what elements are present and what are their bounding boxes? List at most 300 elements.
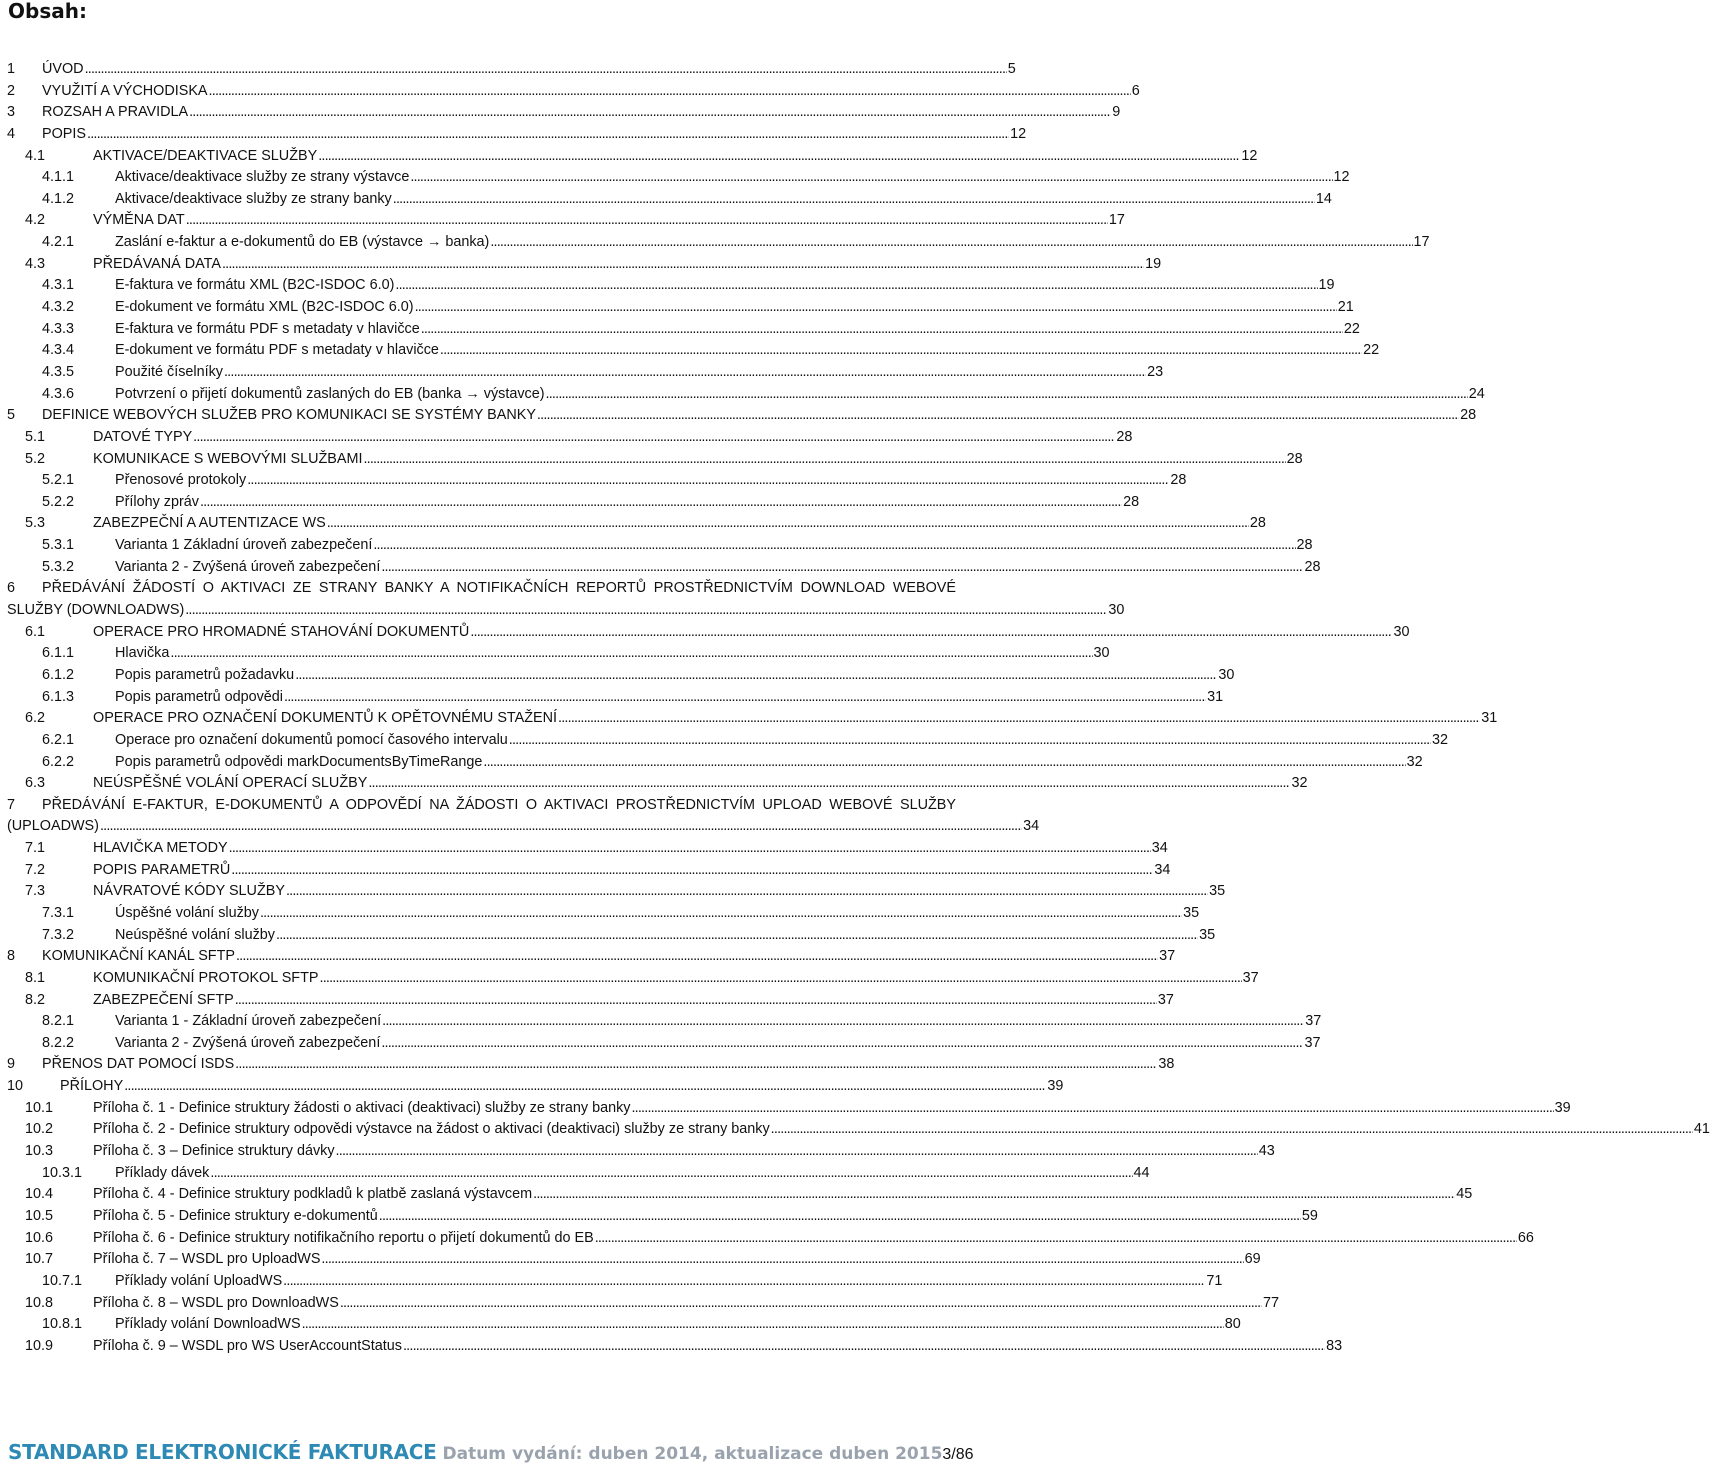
toc-entry-number: 4.3.2 — [42, 299, 75, 316]
toc-entry[interactable] — [7, 319, 1360, 341]
toc-entry-title: VYUŽITÍ A VÝCHODISKA — [42, 82, 208, 99]
toc-entry-title: Varianta 2 - Zvýšená úroveň zabezpečení — [115, 1034, 381, 1051]
dot-leader — [421, 319, 1343, 341]
toc-entry-number: 10.2 — [25, 1121, 54, 1138]
toc-entry-page: 80 — [1224, 1316, 1241, 1333]
toc-heading: Obsah: — [8, 0, 87, 23]
toc-entry-page: 21 — [1337, 299, 1354, 316]
toc-entry-title: E-faktura ve formátu XML (B2C-ISDOC 6.0) — [115, 277, 395, 294]
toc-entry[interactable] — [7, 297, 1354, 319]
dot-leader — [229, 838, 1151, 860]
toc-entry[interactable] — [7, 990, 1174, 1012]
toc-entry-page: 34 — [1151, 840, 1168, 857]
toc-entry-number: 6 — [7, 580, 16, 597]
dot-leader — [393, 189, 1315, 211]
toc-entry[interactable] — [7, 903, 1200, 925]
toc-entry-number: 5.2.1 — [42, 472, 75, 489]
dot-leader — [395, 275, 1317, 297]
toc-entry-page: 44 — [1133, 1164, 1150, 1181]
toc-entry[interactable] — [7, 254, 1162, 276]
toc-entry-title: Hlavička — [115, 645, 170, 662]
toc-entry-title: Potvrzení o přijetí dokumentů zaslaných do EB (banka → výstavce) — [115, 385, 545, 402]
toc-entry-page: 28 — [1170, 472, 1187, 489]
toc-entry[interactable] — [7, 210, 1125, 232]
toc-entry-number: 4.2.1 — [42, 234, 75, 251]
toc-entry-title: ZABEZPEČENÍ SFTP — [93, 991, 234, 1008]
dot-leader — [410, 167, 1332, 189]
toc-entry-number: 8.2.1 — [42, 1013, 75, 1030]
toc-entry[interactable] — [7, 102, 1121, 124]
toc-entry-number: 10.7.1 — [42, 1272, 83, 1289]
toc-entry-number: 10.8 — [25, 1294, 54, 1311]
toc-entry-title: KOMUNIKAČNÍ KANÁL SFTP — [42, 948, 235, 965]
toc-entry-title: KOMUNIKAČNÍ PROTOKOL SFTP — [93, 969, 319, 986]
toc-entry-page: 37 — [1157, 991, 1174, 1008]
toc-entry-page: 14 — [1315, 190, 1332, 207]
toc-entry-title: PŘEDÁVÁNÍ ŽÁDOSTÍ O AKTIVACI ZE STRANY BANKY A NOTIFIKAČNÍCH REPORTŮ PROSTŘEDNICTVÍM DOWNLOAD WEBOVÉ — [42, 580, 956, 597]
toc-entry[interactable] — [7, 535, 1313, 557]
dot-leader — [546, 384, 1468, 406]
toc-entry-number: 7.2 — [25, 861, 46, 878]
toc-entry-title: Popis parametrů odpovědi — [115, 688, 283, 705]
toc-entry[interactable] — [7, 384, 1485, 406]
toc-entry-title: POPIS — [42, 125, 86, 142]
toc-entry-number: 8.1 — [25, 969, 46, 986]
dot-leader — [336, 1141, 1258, 1163]
toc-entry[interactable] — [7, 275, 1335, 297]
toc-entry-title: ZABEZPEČNÍ A AUTENTIZACE WS — [93, 515, 326, 532]
toc-entry-continuation[interactable] — [7, 816, 1040, 838]
toc-entry-number: 4.1 — [25, 147, 46, 164]
toc-entry-page: 43 — [1258, 1143, 1275, 1160]
toc-entry-page: 19 — [1145, 255, 1162, 272]
toc-entry-number: 8.2.2 — [42, 1034, 75, 1051]
toc-entry[interactable] — [7, 1293, 1279, 1315]
toc-entry[interactable] — [7, 708, 1498, 730]
toc-entry-page: 6 — [1131, 82, 1140, 99]
dot-leader — [224, 362, 1146, 384]
toc-entry-number: 4.3.1 — [42, 277, 75, 294]
toc-entry-page: 31 — [1207, 688, 1224, 705]
dot-leader — [247, 470, 1169, 492]
toc-entry-page: 31 — [1481, 710, 1498, 727]
toc-entry-title: Přenosové protokoly — [115, 472, 247, 489]
toc-entry-title: KOMUNIKACE S WEBOVÝMI SLUŽBAMI — [93, 450, 363, 467]
dot-leader — [509, 730, 1431, 752]
toc-entry-number: 10.9 — [25, 1337, 54, 1354]
toc-entry-title: Příloha č. 3 – Definice struktury dávky — [93, 1143, 335, 1160]
toc-entry[interactable] — [7, 860, 1171, 882]
dot-leader — [209, 81, 1131, 103]
dot-leader — [631, 1098, 1553, 1120]
dot-leader — [284, 687, 1206, 709]
dot-leader — [373, 535, 1295, 557]
toc-entry-page: 71 — [1206, 1272, 1223, 1289]
dot-leader — [189, 102, 1111, 124]
toc-entry[interactable] — [7, 1336, 1343, 1358]
toc-entry-number: 1 — [7, 61, 16, 77]
dot-leader — [186, 210, 1108, 232]
toc-entry-title: Příklady volání UploadWS — [115, 1272, 283, 1289]
toc-entry[interactable] — [7, 449, 1303, 471]
dot-leader — [537, 405, 1459, 427]
toc-entry[interactable] — [7, 1033, 1321, 1055]
toc-entry[interactable] — [7, 1249, 1261, 1271]
toc-entry-number: 10.5 — [25, 1207, 54, 1224]
toc-entry-page: 35 — [1199, 926, 1216, 943]
dot-leader — [302, 1314, 1224, 1336]
toc-entry[interactable] — [7, 946, 1176, 968]
toc-entry-title: Popis parametrů požadavku — [115, 666, 295, 683]
toc-entry[interactable] — [7, 557, 1321, 579]
toc-entry-number: 7 — [7, 796, 16, 813]
toc-entry-title: Varianta 2 - Zvýšená úroveň zabezpečení — [115, 558, 381, 575]
toc-entry-page: 12 — [1333, 169, 1350, 186]
toc-entry-number: 7.3.1 — [42, 904, 75, 921]
toc-entry[interactable] — [7, 838, 1168, 860]
toc-entry-page: 66 — [1517, 1229, 1534, 1246]
toc-entry[interactable] — [7, 925, 1216, 947]
toc-entry-number: 8.2 — [25, 991, 46, 1008]
toc-entry-page: 45 — [1456, 1186, 1473, 1203]
dot-leader — [235, 1054, 1157, 1076]
toc-entry[interactable] — [7, 773, 1308, 795]
toc-entry-number: 10.7 — [25, 1251, 54, 1268]
dot-leader — [558, 708, 1480, 730]
toc-entry-page: 39 — [1047, 1078, 1064, 1095]
toc-entry-number: 6.2.2 — [42, 753, 75, 770]
dot-leader — [235, 990, 1157, 1012]
toc-entry-page: 9 — [1112, 104, 1121, 121]
toc-entry-title: AKTIVACE/DEAKTIVACE SLUŽBY — [93, 147, 318, 164]
toc-entry-page: 28 — [1296, 537, 1313, 554]
toc-entry[interactable] — [7, 1206, 1318, 1228]
toc-entry[interactable] — [7, 665, 1235, 687]
dot-leader — [276, 925, 1198, 947]
toc-entry-page: 59 — [1301, 1207, 1318, 1224]
toc-entry-page: 30 — [1393, 623, 1410, 640]
toc-entry-page: 32 — [1431, 731, 1448, 748]
dot-leader — [381, 557, 1303, 579]
toc-entry-number: 10.6 — [25, 1229, 54, 1246]
toc-entry-title: Příloha č. 5 - Definice struktury e-dokumentů — [93, 1207, 378, 1224]
toc-entry-title: Zaslání e-faktur a e-dokumentů do EB (výstavce → banka) — [115, 234, 490, 251]
toc-entry-title: DEFINICE WEBOVÝCH SLUŽEB PRO KOMUNIKACI SE SYSTÉMY BANKY — [42, 407, 536, 424]
toc-entry-number: 6.2 — [25, 710, 46, 727]
dot-leader — [440, 340, 1362, 362]
toc-entry-title: Příklady volání DownloadWS — [115, 1316, 301, 1333]
toc-entry-page: 12 — [1241, 147, 1258, 164]
toc-entry-title: NEÚSPĚŠNÉ VOLÁNÍ OPERACÍ SLUŽBY — [93, 775, 368, 792]
toc-entry[interactable] — [7, 752, 1423, 774]
dot-leader — [318, 146, 1240, 168]
toc-entry-title: Příloha č. 6 - Definice struktury notifikačního reportu o přijetí dokumentů do EB — [93, 1229, 594, 1246]
toc-entry[interactable] — [7, 1119, 1710, 1141]
toc-entry-page: 32 — [1406, 753, 1423, 770]
toc-entry-page: 28 — [1116, 428, 1133, 445]
toc-entry[interactable] — [7, 492, 1140, 514]
toc-entry-page: 38 — [1158, 1056, 1175, 1073]
dot-leader — [210, 1163, 1132, 1185]
toc-entry[interactable] — [7, 146, 1258, 168]
toc-entry-page: 35 — [1209, 883, 1226, 900]
toc-entry-number: 10.1 — [25, 1099, 54, 1116]
dot-leader — [260, 903, 1182, 925]
dot-leader — [236, 946, 1158, 968]
toc-entry[interactable] — [7, 1228, 1534, 1250]
toc-entry-page: 37 — [1304, 1034, 1321, 1051]
toc-entry-page: 30 — [1218, 666, 1235, 683]
footer-date: Datum vydání: duben 2014, aktualizace duben 2015 — [442, 1444, 943, 1464]
toc-entry-page: 69 — [1244, 1251, 1261, 1268]
toc-entry-page: 28 — [1460, 407, 1477, 424]
toc-entry-number: 4.3 — [25, 255, 46, 272]
toc-entry[interactable] — [7, 167, 1350, 189]
toc-entry-number: 5 — [7, 407, 16, 424]
toc-entry-title: PŘENOS DAT POMOCÍ ISDS — [42, 1056, 235, 1073]
toc-entry-number: 5.3.1 — [42, 537, 75, 554]
toc-entry[interactable] — [7, 1184, 1473, 1206]
toc-entry-title: VÝMĚNA DAT — [93, 212, 185, 229]
toc-entry[interactable] — [7, 881, 1226, 903]
toc-entry-number: 10.3.1 — [42, 1164, 83, 1181]
toc-entry-number: 7.1 — [25, 840, 46, 857]
toc-entry-page: 28 — [1304, 558, 1321, 575]
dot-leader — [283, 1271, 1205, 1293]
toc-entry-title: OPERACE PRO HROMADNÉ STAHOVÁNÍ DOKUMENTŮ — [93, 623, 470, 640]
toc-entry-title: Příloha č. 9 – WSDL pro WS UserAccountStatus — [93, 1337, 402, 1354]
dot-leader — [595, 1228, 1517, 1250]
dot-leader — [381, 1033, 1303, 1055]
toc-entry-number: 10 — [7, 1078, 24, 1095]
toc-entry[interactable] — [7, 687, 1224, 709]
toc-entry-title: Operace pro označení dokumentů pomocí časového intervalu — [115, 731, 508, 748]
dot-leader — [327, 513, 1249, 535]
dot-leader — [483, 752, 1405, 774]
dot-leader — [403, 1336, 1325, 1358]
toc-entry-page: 35 — [1183, 904, 1200, 921]
toc-entry[interactable] — [7, 795, 956, 817]
toc-entry-number: 6.3 — [25, 775, 46, 792]
toc-entry-number: 5.2.2 — [42, 493, 75, 510]
dot-leader — [185, 600, 1107, 622]
toc-entry-continuation[interactable] — [7, 600, 1125, 622]
dot-leader — [379, 1206, 1301, 1228]
toc-entry-title: E-faktura ve formátu PDF s metadaty v hlavičce — [115, 320, 420, 337]
toc-entry-number: 4.1.2 — [42, 190, 75, 207]
toc-entry-number: 9 — [7, 1056, 16, 1073]
dot-leader — [382, 1011, 1304, 1033]
toc-entry-title: Aktivace/deaktivace služby ze strany výstavce — [115, 169, 410, 186]
toc-entry-number: 6.2.1 — [42, 731, 75, 748]
toc-entry-number: 7.3 — [25, 883, 46, 900]
toc-entry[interactable] — [7, 643, 1110, 665]
toc-entry[interactable] — [7, 427, 1133, 449]
toc-entry-page: 22 — [1343, 320, 1360, 337]
toc-entry[interactable] — [7, 1076, 1064, 1098]
toc-entry[interactable] — [7, 189, 1332, 211]
toc-entry[interactable] — [7, 59, 1016, 81]
toc-entry-title: NÁVRATOVÉ KÓDY SLUŽBY — [93, 883, 285, 900]
toc-entry-title-continued: SLUŽBY (DOWNLOADWS) — [7, 602, 185, 619]
toc-entry-title: POPIS PARAMETRŮ — [93, 861, 231, 878]
dot-leader — [193, 427, 1115, 449]
toc-entry[interactable] — [7, 513, 1266, 535]
toc-entry-title: PŘÍLOHY — [60, 1078, 124, 1095]
toc-entry-number: 5.3.2 — [42, 558, 75, 575]
toc-entry-title: Příklady dávek — [115, 1164, 210, 1181]
toc-entry-page: 77 — [1262, 1294, 1279, 1311]
toc-entry-page: 34 — [1154, 861, 1171, 878]
toc-entry-title: Varianta 1 - Základní úroveň zabezpečení — [115, 1013, 382, 1030]
dot-leader — [124, 1076, 1046, 1098]
dot-leader — [170, 643, 1092, 665]
toc-entry-number: 2 — [7, 82, 16, 99]
dot-leader — [470, 622, 1392, 644]
toc-entry[interactable] — [7, 1011, 1322, 1033]
toc-entry-page: 12 — [1010, 125, 1027, 142]
toc-entry[interactable] — [7, 730, 1448, 752]
toc-entry-page: 30 — [1108, 602, 1125, 619]
toc-entry-page: 28 — [1286, 450, 1303, 467]
toc-entry-title: PŘEDÁVANÁ DATA — [93, 255, 221, 272]
toc-entry[interactable] — [7, 1141, 1275, 1163]
toc-entry-page: 17 — [1108, 212, 1125, 229]
dot-leader — [286, 881, 1208, 903]
dot-leader — [85, 59, 1007, 81]
toc-entry-number: 3 — [7, 104, 16, 121]
toc-entry-page: 28 — [1123, 493, 1140, 510]
toc-entry-number: 5.1 — [25, 428, 46, 445]
toc-entry-title-continued: (UPLOADWS) — [7, 818, 99, 835]
toc-entry-page: 22 — [1363, 342, 1380, 359]
toc-entry[interactable] — [7, 1098, 1571, 1120]
toc-entry-page: 23 — [1147, 363, 1164, 380]
dot-leader — [87, 124, 1009, 146]
dot-leader — [100, 816, 1022, 838]
table-of-contents — [7, 59, 1710, 1357]
toc-entry-title: Úspěšné volání služby — [115, 904, 259, 921]
toc-entry-title: DATOVÉ TYPY — [93, 428, 193, 445]
toc-entry[interactable] — [7, 124, 1027, 146]
toc-entry-number: 6.1 — [25, 623, 46, 640]
toc-entry[interactable] — [7, 968, 1259, 990]
toc-entry-page: 32 — [1291, 775, 1308, 792]
toc-entry-title: E-dokument ve formátu PDF s metadaty v hlavičce — [115, 342, 439, 359]
toc-entry-page: 24 — [1468, 385, 1485, 402]
toc-entry-title: Příloha č. 7 – WSDL pro UploadWS — [93, 1251, 321, 1268]
toc-entry-title: Příloha č. 4 - Definice struktury podkladů k platbě zaslaná výstavcem — [93, 1186, 533, 1203]
toc-entry[interactable] — [7, 232, 1430, 254]
toc-entry-title: ROZSAH A PRAVIDLA — [42, 104, 189, 121]
toc-entry-page: 17 — [1413, 234, 1430, 251]
dot-leader — [533, 1184, 1455, 1206]
toc-entry-number: 8 — [7, 948, 16, 965]
toc-entry-page: 37 — [1159, 948, 1176, 965]
toc-entry-number: 4.2 — [25, 212, 46, 229]
toc-entry-page: 34 — [1023, 818, 1040, 835]
dot-leader — [771, 1119, 1693, 1141]
toc-entry-title: Přílohy zpráv — [115, 493, 199, 510]
toc-entry[interactable] — [7, 470, 1187, 492]
dot-leader — [295, 665, 1217, 687]
dot-leader — [320, 968, 1242, 990]
toc-entry-page: 5 — [1007, 61, 1016, 77]
dot-leader — [222, 254, 1144, 276]
toc-entry-number: 6.1.3 — [42, 688, 75, 705]
toc-entry[interactable] — [7, 340, 1380, 362]
toc-entry-number: 10.4 — [25, 1186, 54, 1203]
footer-brand: STANDARD ELEKTRONICKÉ FAKTURACE — [8, 1440, 437, 1464]
toc-entry-number: 4.3.4 — [42, 342, 75, 359]
toc-entry-number: 10.8.1 — [42, 1316, 83, 1333]
toc-entry[interactable] — [7, 362, 1164, 384]
dot-leader — [415, 297, 1337, 319]
footer-page-number: 3/86 — [942, 1446, 974, 1463]
dot-leader — [368, 773, 1290, 795]
toc-entry-title: Varianta 1 Základní úroveň zabezpečení — [115, 537, 373, 554]
toc-entry-title: E-dokument ve formátu XML (B2C-ISDOC 6.0) — [115, 299, 414, 316]
toc-entry[interactable] — [7, 1163, 1150, 1185]
toc-entry-number: 4.3.3 — [42, 320, 75, 337]
dot-leader — [363, 449, 1285, 471]
toc-entry[interactable] — [7, 405, 1477, 427]
toc-entry[interactable] — [7, 578, 956, 600]
toc-entry-number: 4.1.1 — [42, 169, 75, 186]
page-footer — [8, 1440, 974, 1464]
toc-entry-title: Aktivace/deaktivace služby ze strany banky — [115, 190, 392, 207]
toc-entry[interactable] — [7, 81, 1140, 103]
toc-entry-title: Použité číselníky — [115, 363, 223, 380]
dot-leader — [321, 1249, 1243, 1271]
toc-entry-title: HLAVIČKA METODY — [93, 840, 228, 857]
dot-leader — [200, 492, 1122, 514]
toc-entry-page: 37 — [1305, 1013, 1322, 1030]
toc-entry[interactable] — [7, 1054, 1175, 1076]
toc-entry-number: 4 — [7, 125, 16, 142]
dot-leader — [231, 860, 1153, 882]
toc-entry-page: 19 — [1318, 277, 1335, 294]
toc-entry-page: 83 — [1326, 1337, 1343, 1354]
toc-entry-number: 4.3.5 — [42, 363, 75, 380]
toc-entry[interactable] — [7, 1271, 1223, 1293]
toc-entry-title: Neúspěšné volání služby — [115, 926, 275, 943]
toc-entry-title: Příloha č. 1 - Definice struktury žádosti o aktivaci (deaktivaci) služby ze strany banky — [93, 1099, 631, 1116]
toc-entry-title: Příloha č. 8 – WSDL pro DownloadWS — [93, 1294, 339, 1311]
toc-entry-number: 7.3.2 — [42, 926, 75, 943]
toc-entry-title: ÚVOD — [42, 61, 84, 77]
dot-leader — [340, 1293, 1262, 1315]
toc-entry-number: 5.3 — [25, 515, 46, 532]
toc-entry-title: Popis parametrů odpovědi markDocumentsByTimeRange — [115, 753, 483, 770]
toc-entry-page: 37 — [1242, 969, 1259, 986]
toc-entry-title: PŘEDÁVÁNÍ E-FAKTUR, E-DOKUMENTŮ A ODPOVĚDÍ NA ŽÁDOSTI O AKTIVACI PROSTŘEDNICTVÍM UPLOAD WEBOVÉ SLUŽBY — [42, 796, 956, 813]
toc-entry-number: 6.1.1 — [42, 645, 75, 662]
toc-entry-number: 5.2 — [25, 450, 46, 467]
dot-leader — [490, 232, 1412, 254]
toc-entry-page: 39 — [1554, 1099, 1571, 1116]
toc-entry-page: 28 — [1249, 515, 1266, 532]
toc-entry-title: Příloha č. 2 - Definice struktury odpovědi výstavce na žádost o aktivaci (deaktivaci) služby ze strany banky — [93, 1121, 770, 1138]
toc-entry[interactable] — [7, 1314, 1241, 1336]
toc-entry-number: 4.3.6 — [42, 385, 75, 402]
toc-entry-number: 10.3 — [25, 1143, 54, 1160]
toc-entry-number: 6.1.2 — [42, 666, 75, 683]
toc-entry-title: OPERACE PRO OZNAČENÍ DOKUMENTŮ K OPĚTOVNÉMU STAŽENÍ — [93, 710, 558, 727]
toc-entry[interactable] — [7, 622, 1410, 644]
toc-entry-page: 30 — [1093, 645, 1110, 662]
toc-entry-page: 41 — [1693, 1121, 1710, 1138]
